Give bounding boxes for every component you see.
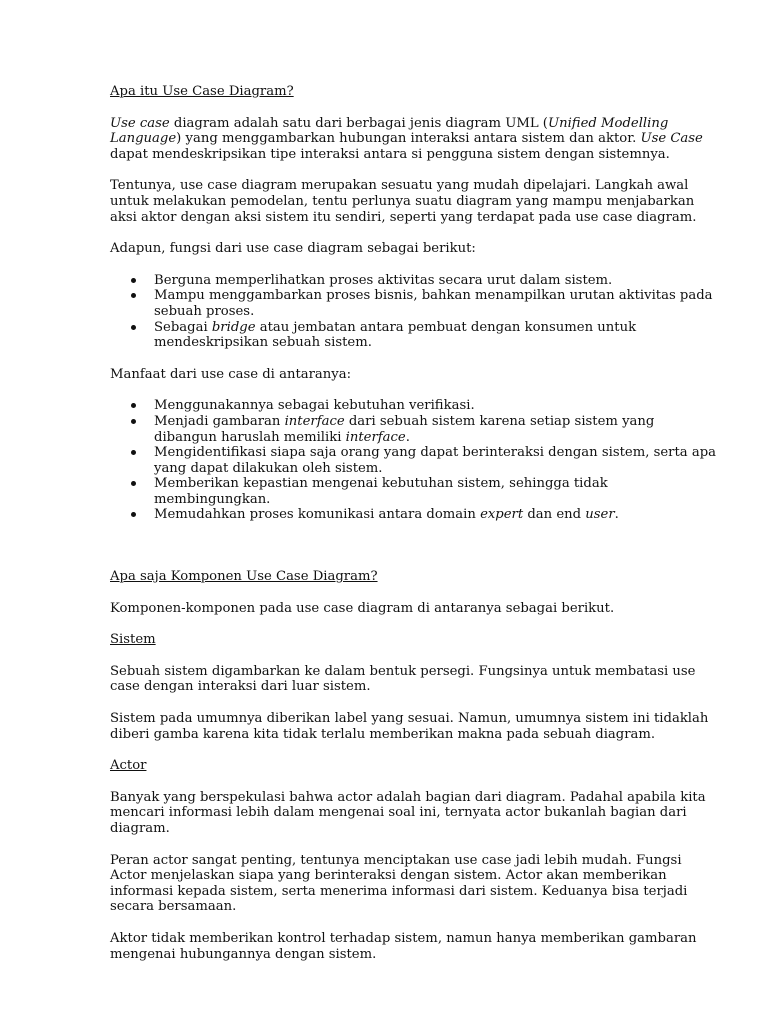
paragraph-manfaat-intro: Manfaat dari use case di antaranya: xyxy=(110,366,352,382)
text-interface-italic: interface xyxy=(284,413,345,429)
list-item: Menggunakannya sebagai kebutuhan verifikasi. xyxy=(110,398,720,414)
text-use-case-italic: Use case xyxy=(110,115,170,131)
paragraph-sistem-1: Sebuah sistem digambarkan ke dalam bentuk persegi. Fungsinya untuk membatasi use case dengan interaksi dari luar sistem. xyxy=(110,663,696,695)
text-fragment: dari sebuah sistem karena setiap sistem yang dibangun haruslah memiliki xyxy=(154,413,655,445)
text-user-italic: user xyxy=(585,507,615,523)
list-fungsi xyxy=(110,273,720,351)
paragraph-fungsi-intro: Adapun, fungsi dari use case diagram sebagai berikut: xyxy=(110,241,476,257)
list-item xyxy=(110,507,720,523)
text-fragment: diagram adalah satu dari berbagai jenis diagram UML ( xyxy=(169,115,548,131)
paragraph-actor-1: Banyak yang berspekulasi bahwa actor adalah bagian dari diagram. Padahal apabila kita mencari informasi lebih dalam mengenai soal ini, ternyata actor bukanlah bagian dari diagram. xyxy=(110,789,706,836)
list-item xyxy=(110,414,720,445)
text-fragment: Menjadi gambaran xyxy=(154,413,285,429)
paragraph-actor-2: Peran actor sangat penting, tentunya menciptakan use case jadi lebih mudah. Fungsi Actor menjelaskan siapa yang berinteraksi dengan sistem. Actor akan memberikan informasi kepada sistem, serta menerima informasi dari sistem. Keduanya bisa terjadi secara bersamaan. xyxy=(110,852,688,915)
list-item: Mengidentifikasi siapa saja orang yang dapat berinteraksi dengan sistem, serta apa yang dapat dilakukan oleh sistem. xyxy=(110,445,720,476)
text-interface-italic-2: interface xyxy=(345,429,406,445)
text-fragment: Memudahkan proses komunikasi antara domain xyxy=(154,507,481,523)
heading-apa-itu-use-case: Apa itu Use Case Diagram? xyxy=(110,84,294,99)
paragraph-actor-3: Aktor tidak memberikan kontrol terhadap sistem, namun hanya memberikan gambaran mengenai hubungannya dengan sistem. xyxy=(110,930,697,962)
text-fragment: dan end xyxy=(523,507,586,523)
text-use-case-italic-2: Use Case xyxy=(640,131,703,147)
text-fragment: Sebagai xyxy=(154,319,212,335)
text-bridge-italic: bridge xyxy=(211,319,256,335)
paragraph-tentunya: Tentunya, use case diagram merupakan sesuatu yang mudah dipelajari. Langkah awal untuk melakukan pemodelan, tentu perlunya suatu diagram yang mampu menjabarkan aksi aktor dengan aksi sistem itu sendiri, seperti yang terdapat pada use case diagram. xyxy=(110,178,697,225)
text-fragment: . xyxy=(614,507,619,523)
text-fragment: ) yang menggambarkan hubungan interaksi antara sistem dan aktor. xyxy=(176,131,641,147)
text-fragment: atau jembatan antara pembuat dengan konsumen untuk mendeskripsikan sebuah sistem. xyxy=(154,319,637,351)
list-item xyxy=(110,320,720,351)
heading-komponen-use-case: Apa saja Komponen Use Case Diagram? xyxy=(110,569,378,585)
heading-sistem: Sistem xyxy=(110,632,156,648)
paragraph-komponen-intro: Komponen-komponen pada use case diagram di antaranya sebagai berikut. xyxy=(110,600,615,616)
text-fragment: . xyxy=(405,429,410,445)
paragraph-sistem-2: Sistem pada umumnya diberikan label yang sesuai. Namun, umumnya sistem ini tidaklah diberi gamba karena kita tidak terlalu memberikan makna pada sebuah diagram. xyxy=(110,711,709,742)
list-manfaat xyxy=(110,398,720,523)
text-fragment: dapat mendeskripsikan tipe interaksi antara si pengguna sistem dengan sistemnya. xyxy=(110,146,670,162)
heading-actor: Actor xyxy=(110,758,147,774)
list-item: Memberikan kepastian mengenai kebutuhan sistem, sehingga tidak membingungkan. xyxy=(110,476,720,507)
list-item: Berguna memperlihatkan proses aktivitas secara urut dalam sistem. xyxy=(110,273,720,289)
document-page xyxy=(110,84,720,962)
paragraph-use-case-definition xyxy=(110,116,720,163)
text-uml-italic: Unified Modelling Language xyxy=(110,115,669,147)
text-expert-italic: expert xyxy=(480,507,524,523)
list-item: Mampu menggambarkan proses bisnis, bahkan menampilkan urutan aktivitas pada sebuah proses. xyxy=(110,288,720,319)
